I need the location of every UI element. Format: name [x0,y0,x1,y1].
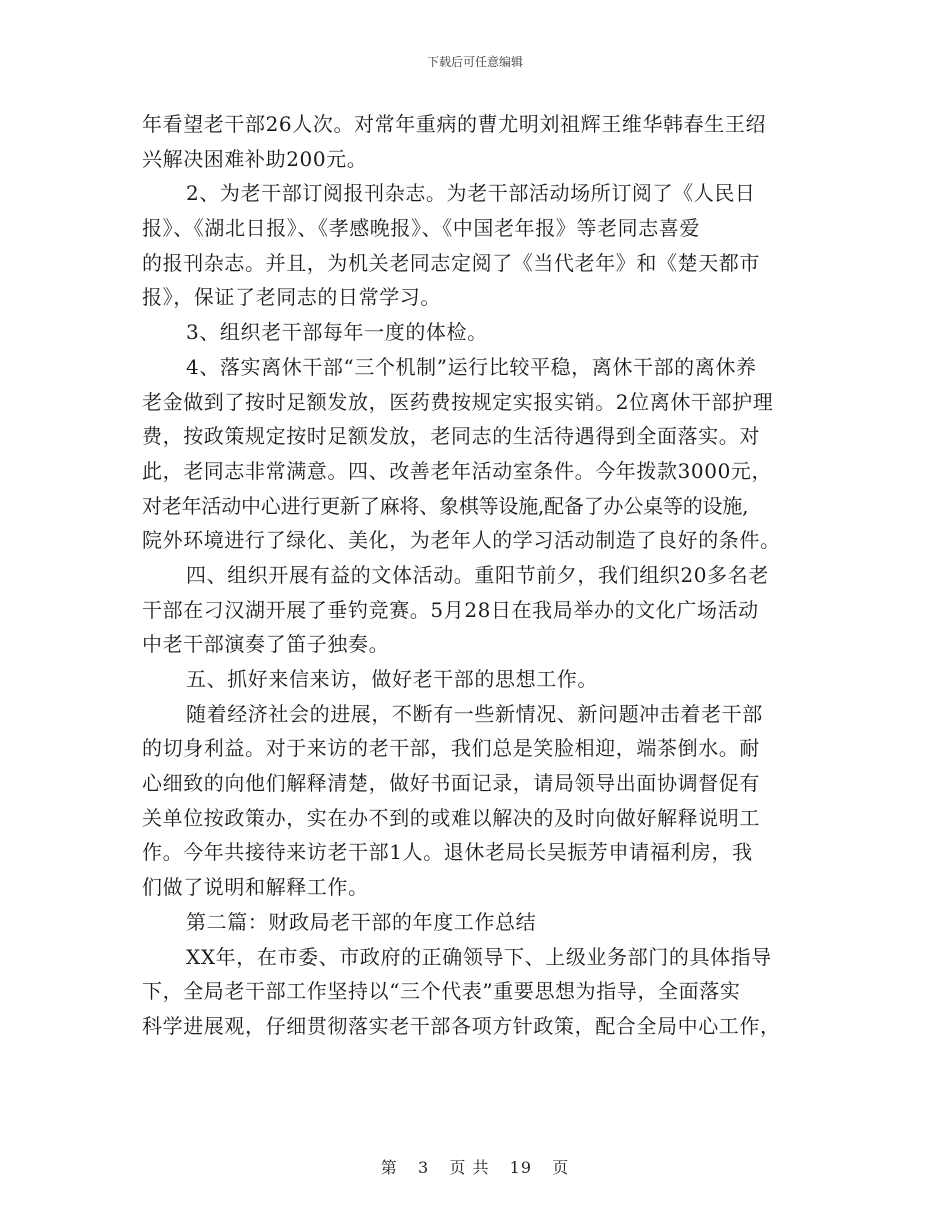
text-line: 对老年活动中心进行更新了麻将、象棋等设施,配备了办公桌等的设施, [142,493,749,518]
text-line: 第二篇：财政局老干部的年度工作总结 [186,909,537,934]
text-line: 2、为老干部订阅报刊杂志。为老干部活动场所订阅了《人民日 [186,181,756,206]
text-line: 兴解决困难补助200元。 [142,146,368,171]
footer-page-total: 19 [509,1158,532,1177]
text-line: 四、组织开展有益的文体活动。重阳节前夕，我们组织20多名老 [186,562,769,587]
footer-prefix: 第 [380,1158,398,1177]
text-line: 中老干部演奏了笛子独奏。 [142,632,390,657]
text-line: 3、组织老干部每年一度的体检。 [186,320,488,345]
text-line: 们做了说明和解释工作。 [142,875,369,900]
text-line: 作。今年共接待来访老干部1人。退休老局长吴振芳申请福利房，我 [142,840,753,865]
text-line: 费，按政策规定按时足额发放，老同志的生活待遇得到全面落实。对 [142,424,760,449]
footer-suffix: 页 [552,1158,570,1177]
document-body [142,107,820,1044]
text-line: 的切身利益。对于来访的老干部，我们总是笑脸相迎，端茶倒水。耐 [142,736,760,761]
text-line: 报》、《湖北日报》、《孝感晚报》、《中国老年报》等老同志喜爱 [142,216,700,241]
text-line: 年看望老干部26人次。对常年重病的曹尤明刘祖辉王维华韩春生王绍 [142,112,767,136]
text-line: 报》，保证了老同志的日常学习。 [142,285,441,310]
text-line: XX年，在市委、市政府的正确领导下、上级业务部门的具体指导 [186,944,772,969]
text-line: 院外环境进行了绿化、美化，为老年人的学习活动制造了良好的条件。 [142,528,781,553]
text-line: 下，全局老干部工作坚持以“三个代表”重要思想为指导，全面落实 [142,979,741,1004]
text-line: 的报刊杂志。并且，为机关老同志定阅了《当代老年》和《楚天都市 [142,250,760,275]
footer-mid: 页 共 [449,1158,490,1177]
text-line: 科学进展观，仔细贯彻落实老干部各项方针政策，配合全局中心工作， [142,1013,781,1038]
page-header-note: 下载后可任意编辑 [426,55,523,69]
text-line: 老金做到了按时足额发放，医药费按规定实报实销。2位离休干部护理 [142,389,774,414]
text-line: 4、落实离休干部“三个机制”运行比较平稳，离休干部的离休养 [186,354,757,379]
text-line: 关单位按政策办，实在办不到的或难以解决的及时向做好解释说明工 [142,805,760,830]
footer-page-number: 3 [417,1158,430,1177]
text-line: 此，老同志非常满意。四、改善老年活动室条件。今年拨款3000元， [142,458,773,483]
text-line: 随着经济社会的进展，不断有一些新情况、新问题冲击着老干部 [186,701,763,726]
page-footer [0,1155,950,1178]
text-line: 心细致的向他们解释清楚，做好书面记录，请局领导出面协调督促有 [142,771,760,796]
text-line: 干部在刁汉湖开展了垂钓竞赛。5月28日在我局举办的文化广场活动 [142,597,759,622]
text-line: 五、抓好来信来访，做好老干部的思想工作。 [186,667,598,691]
